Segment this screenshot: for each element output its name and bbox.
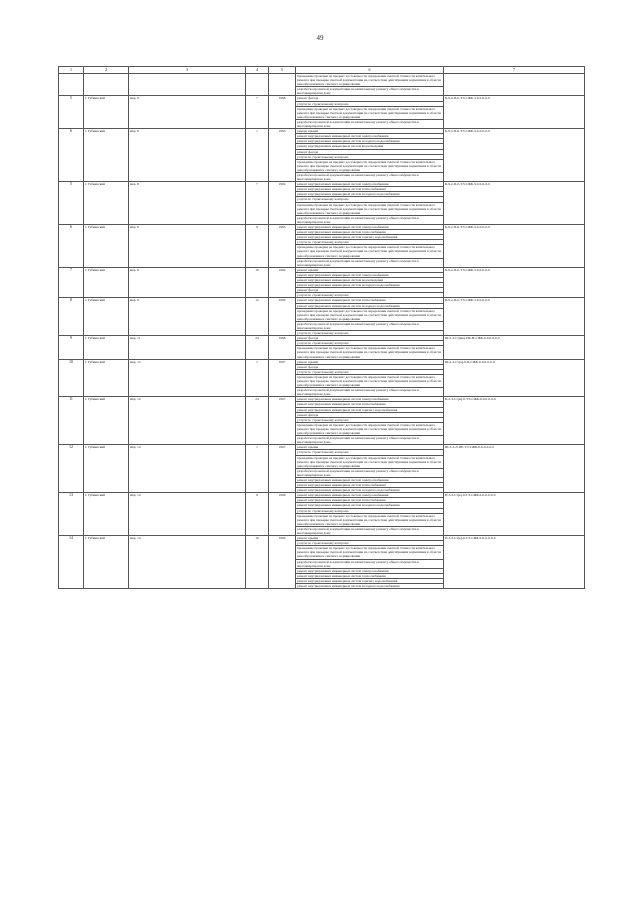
city-cell: г. Губкинский [84, 336, 129, 359]
year-cell: 1995 [269, 225, 296, 268]
work-cell: услуги по строительному контролю [296, 101, 444, 106]
table-row [59, 182, 585, 187]
work-cell: ремонт крыши [296, 445, 444, 450]
work-cell: проведение проверки на предмет достоверности определения сметной стоимости капитального ремонта при проверке сметной документации на соответствие действующим нормативам в области ценообразования и сметного нормирования [296, 245, 444, 258]
work-cell: ремонт внутридомовых инженерных систем холодного водоснабжения [296, 303, 444, 308]
work-cell: ремонт внутридомовых инженерных систем холодного водоснабжения [296, 139, 444, 144]
city-cell: г. Губкинский [84, 129, 129, 182]
work-cell: ремонт внутридомовых инженерных систем теплоснабжения [296, 230, 444, 235]
house-cell [246, 74, 269, 96]
street-cell: мкр. 8 [129, 129, 246, 182]
work-cell: ремонт внутридомовых инженерных систем электроснабжения [296, 134, 444, 139]
work-cell: ремонт крыши [296, 129, 444, 134]
row-number: 5 [59, 182, 84, 225]
work-cell: услуги по строительному контролю [296, 197, 444, 202]
code-cell: Ш-5-3-Ст(мк)-ПК-Н-СЖБ-0-0-0-0-0-0 [444, 336, 585, 359]
work-cell: ремонт внутридомовых инженерных систем горячего водоснабжения [296, 407, 444, 412]
header-row [59, 67, 585, 74]
row-number: 6 [59, 129, 84, 182]
work-cell: услуги по строительному контролю [296, 541, 444, 546]
house-cell: 24 [246, 397, 269, 445]
work-cell: ремонт внутридомовых инженерных систем теплоснабжения [296, 573, 444, 578]
street-cell: мкр. 14 [129, 445, 246, 493]
work-cell: ремонт внутридомовых инженерных систем водоотведения [296, 144, 444, 149]
row-number: 8 [59, 298, 84, 336]
column-header: 1 [59, 67, 84, 74]
column-header: 6 [296, 67, 444, 74]
street-cell: мкр. 14 [129, 493, 246, 536]
work-cell: ремонт внутридомовых инженерных систем холодного водоснабжения [296, 584, 444, 589]
year-cell: 1998 [269, 336, 296, 359]
house-cell: 9 [246, 493, 269, 536]
year-cell: 1997 [269, 397, 296, 445]
work-cell: услуги по строительному контролю [296, 154, 444, 159]
work-cell: разработка проектной документации на капитальному ремонту общего имущества в многоквартирном доме [296, 388, 444, 397]
work-cell: разработка проектной документации на капитальному ремонту общего имущества в многоквартирном доме [296, 436, 444, 445]
work-cell: ремонт крыши [296, 359, 444, 364]
work-cell: разработка проектной документации на капитальному ремонту общего имущества в многоквартирном доме [296, 87, 444, 96]
street-cell: мкр. 9 [129, 96, 246, 129]
year-cell: 1996 [269, 493, 296, 536]
work-cell: ремонт фасада [296, 149, 444, 154]
work-cell: ремонт внутридомовых инженерных систем теплоснабжения [296, 483, 444, 488]
column-header: 2 [84, 67, 129, 74]
row-number: 5 [59, 96, 84, 129]
work-cell: ремонт внутридомовых инженерных систем электроснабжения [296, 225, 444, 230]
row-number: 7 [59, 267, 84, 298]
work-cell: услуги по строительному контролю [296, 450, 444, 455]
house-cell: 7 [246, 182, 269, 225]
column-header: 4 [246, 67, 269, 74]
work-cell: проведение проверки на предмет достоверности определения сметной стоимости капитального ремонта при проверке сметной документации на соответствие действующим нормативам в области ценообразования и сметного нормирования [296, 374, 444, 387]
row-number: 14 [59, 536, 84, 589]
work-cell: ремонт внутридомовых инженерных систем электроснабжения [296, 493, 444, 498]
year-cell [269, 74, 296, 96]
row-number: 11 [59, 397, 84, 445]
year-cell: 1994 [269, 536, 296, 589]
house-cell: 9 [246, 225, 269, 268]
work-cell: разработка проектной документации на капитальному ремонту общего имущества в многоквартирном доме [296, 559, 444, 568]
work-cell: ремонт внутридомовых инженерных систем холодного водоснабжения [296, 503, 444, 508]
work-cell: ремонт фасада [296, 96, 444, 101]
table-row [59, 74, 585, 87]
city-cell: г. Губкинский [84, 96, 129, 129]
city-cell [84, 74, 129, 96]
city-cell: г. Губкинский [84, 182, 129, 225]
work-cell: услуги по строительному контролю [296, 369, 444, 374]
work-cell: услуги по строительному контролю [296, 240, 444, 245]
city-cell: г. Губкинский [84, 225, 129, 268]
work-cell: ремонт внутридомовых инженерных систем теплоснабжения [296, 498, 444, 503]
city-cell: г. Губкинский [84, 397, 129, 445]
code-cell: П-3-2-Ст(к)-0-ТЭ-СЖБ-0-0-0-0-0-0 [444, 536, 585, 589]
street-cell: мкр. 12 [129, 397, 246, 445]
work-cell: проведение проверки на предмет достоверности определения сметной стоимости капитального ремонта при проверке сметной документации на соответствие действующим нормативам в области ценообразования и сметного нормирования [296, 308, 444, 321]
city-cell: г. Губкинский [84, 267, 129, 298]
code-cell: Б-9-2-П-0-ТЭ-СЖБ-3-0-0-0-0-0 [444, 267, 585, 298]
work-cell: ремонт внутридомовых инженерных систем электроснабжения [296, 568, 444, 573]
code-cell: Б-9-3-П-0-ТЭ-СЖБ-3-0-0-0-0-0 [444, 129, 585, 182]
row-number: 10 [59, 359, 84, 397]
work-cell: ремонт фасада [296, 364, 444, 369]
work-cell: ремонт внутридомовых инженерных систем горячего водоснабжения [296, 235, 444, 240]
street-cell: мкр. 11 [129, 336, 246, 359]
row-number: 12 [59, 445, 84, 493]
work-cell: проведение проверки на предмет достоверности определения сметной стоимости капитального ремонта при проверке сметной документации на соответствие действующим нормативам в области ценообразования и сметного нормирования [296, 546, 444, 559]
page-number: 49 [316, 34, 324, 42]
work-cell: ремонт фасада [296, 412, 444, 417]
column-header: 7 [444, 67, 585, 74]
code-cell: Ш-3-3-Л-ПЕ-ТЭ-СЖБ-0-0-0-0-0-0 [444, 445, 585, 493]
street-cell: мкр. 8 [129, 298, 246, 336]
work-cell: разработка проектной документации на капитальному ремонту общего имущества в многоквартирном доме [296, 119, 444, 128]
street-cell: мкр. 8 [129, 267, 246, 298]
street-cell: мкр. 12 [129, 359, 246, 397]
city-cell: г. Губкинский [84, 298, 129, 336]
work-cell: ремонт внутридомовых инженерных систем электроснабжения [296, 272, 444, 277]
year-cell: 1998 [269, 96, 296, 129]
work-cell: разработка проектной документации на капитальному ремонту общего имущества в многоквартирном доме [296, 526, 444, 535]
code-cell: Ш-2-2-Ст(п)-0-Ц-СЖБ-0-0-0-0-0-0 [444, 359, 585, 397]
work-cell: ремонт внутридомовых инженерных систем электроснабжения [296, 477, 444, 482]
city-cell: г. Губкинский [84, 445, 129, 493]
house-cell: 24 [246, 336, 269, 359]
code-cell: Б-9-2-П-0-ТЭ-СЖБ-3-0-0-0-0-0 [444, 225, 585, 268]
street-cell: мкр. 8 [129, 225, 246, 268]
table-body [59, 67, 585, 589]
work-cell: ремонт внутридомовых инженерных систем горячего водоснабжения [296, 578, 444, 583]
work-cell: проведение проверки на предмет достоверности определения сметной стоимости капитального ремонта при проверке сметной документации на соответствие действующим нормативам в области ценообразования и сметного нормирования [296, 159, 444, 172]
work-cell: услуги по строительному контролю [296, 331, 444, 336]
work-cell: разработка проектной документации на капитальному ремонту общего имущества в многоквартирном доме [296, 321, 444, 330]
work-cell: проведение проверки на предмет достоверности определения сметной стоимости капитального ремонта при проверке сметной документации на соответствие действующим нормативам в области ценообразования и сметного нормирования [296, 513, 444, 526]
work-cell: ремонт внутридомовых инженерных систем теплоснабжения [296, 402, 444, 407]
work-cell: разработка проектной документации на капитальному ремонту общего имущества в многоквартирном доме [296, 258, 444, 267]
table-row [59, 493, 585, 498]
work-cell: проведение проверки на предмет достоверности определения сметной стоимости капитального ремонта при проверке сметной документации на соответствие действующим нормативам в области ценообразования и сметного нормирования [296, 455, 444, 468]
work-cell: проведение проверки на предмет достоверности определения сметной стоимости капитального ремонта при проверке сметной документации на соответствие действующим нормативам в области ценообразования и сметного нормирования [296, 422, 444, 435]
house-cell: 1 [246, 359, 269, 397]
house-cell: 1 [246, 445, 269, 493]
work-cell: проведение проверки на предмет достоверности определения сметной стоимости капитального ремонта при проверке сметной документации на соответствие действующим нормативам в области ценообразования и сметного нормирования [296, 106, 444, 119]
work-cell: услуги по строительному контролю [296, 293, 444, 298]
street-cell: мкр. 14 [129, 536, 246, 589]
work-cell: услуги по строительному контролю [296, 417, 444, 422]
row-number: 9 [59, 336, 84, 359]
work-cell: ремонт крыши [296, 536, 444, 541]
year-cell: 1993 [269, 129, 296, 182]
house-cell: 1 [246, 129, 269, 182]
year-cell: 1994 [269, 182, 296, 225]
code-cell: К-2-3-Ст(м)-0-ТЭ-СЖБ-0-0-0-0-0-0 [444, 397, 585, 445]
column-header: 5 [269, 67, 296, 74]
code-cell [444, 74, 585, 96]
code-cell: Б-9-2-П-0-ТЭ-СЖБ-3-0-0-0-0-0 [444, 96, 585, 129]
work-cell: ремонт внутридомовых инженерных систем теплоснабжения [296, 187, 444, 192]
code-cell: Б-9-2-П-0-ТЭ-СЖБ-3-0-0-0-0-0 [444, 298, 585, 336]
table-row [59, 397, 585, 402]
work-cell: услуги по строительному контролю [296, 341, 444, 346]
work-cell: ремонт внутридомовых инженерных систем холодного водоснабжения [296, 488, 444, 493]
year-cell: 1997 [269, 445, 296, 493]
work-cell: проведение проверки на предмет достоверности определения сметной стоимости капитального ремонта при проверке сметной документации на соответствие действующим нормативам в области ценообразования и сметного нормирования [296, 346, 444, 359]
row-number: 6 [59, 225, 84, 268]
house-cell: 12 [246, 298, 269, 336]
year-cell: 1994 [269, 267, 296, 298]
table-row [59, 225, 585, 230]
work-cell: ремонт крыши [296, 267, 444, 272]
work-cell: ремонт внутридомовых инженерных систем холодного водоснабжения [296, 283, 444, 288]
city-cell: г. Губкинский [84, 493, 129, 536]
house-cell: 10 [246, 536, 269, 589]
work-cell: услуги по строительному контролю [296, 508, 444, 513]
work-cell: ремонт внутридомовых инженерных систем холодного водоснабжения [296, 192, 444, 197]
code-cell: Б-9-2-П-0-ТЭ-СЖБ-3-0-0-0-0-0 [444, 182, 585, 225]
work-cell: ремонт внутридомовых инженерных систем электроснабжения [296, 182, 444, 187]
work-cell: разработка проектной документации на капитальному ремонту общего имущества в многоквартирном доме [296, 172, 444, 181]
work-cell: ремонт фасада [296, 336, 444, 341]
house-cell: 7 [246, 96, 269, 129]
work-cell: проведение проверки на предмет достоверности определения сметной стоимости капитального ремонта при проверке сметной документации на соответствие действующим нормативам в области ценообразования и сметного нормирования [296, 202, 444, 215]
work-cell: ремонт фасада [296, 288, 444, 293]
work-cell: ремонт внутридомовых инженерных систем теплоснабжения [296, 298, 444, 303]
work-cell: проведение проверки на предмет достоверности определения сметной стоимости капитального ремонта при проверке сметной документации на соответствие действующим нормативам в области ценообразования и сметного нормирования [296, 74, 444, 87]
table-row [59, 298, 585, 303]
capital-repair-table [58, 66, 585, 589]
city-cell: г. Губкинский [84, 536, 129, 589]
code-cell: П-3-2-Ст(к)-0-ТЭ-СЖБ-0-0-0-0-0-0 [444, 493, 585, 536]
row-number: 13 [59, 493, 84, 536]
city-cell: г. Губкинский [84, 359, 129, 397]
work-cell: ремонт внутридомовых инженерных систем электроснабжения [296, 397, 444, 402]
row-number [59, 74, 84, 96]
work-cell: разработка проектной документации на капитальному ремонту общего имущества в многоквартирном доме [296, 468, 444, 477]
house-cell: 10 [246, 267, 269, 298]
work-cell: разработка проектной документации на капитальному ремонту общего имущества в многоквартирном доме [296, 215, 444, 224]
street-cell: мкр. 8 [129, 182, 246, 225]
street-cell [129, 74, 246, 96]
column-header: 3 [129, 67, 246, 74]
work-cell: ремонт внутридомовых инженерных систем водоотведения [296, 278, 444, 283]
year-cell: 2000 [269, 298, 296, 336]
year-cell: 1997 [269, 359, 296, 397]
